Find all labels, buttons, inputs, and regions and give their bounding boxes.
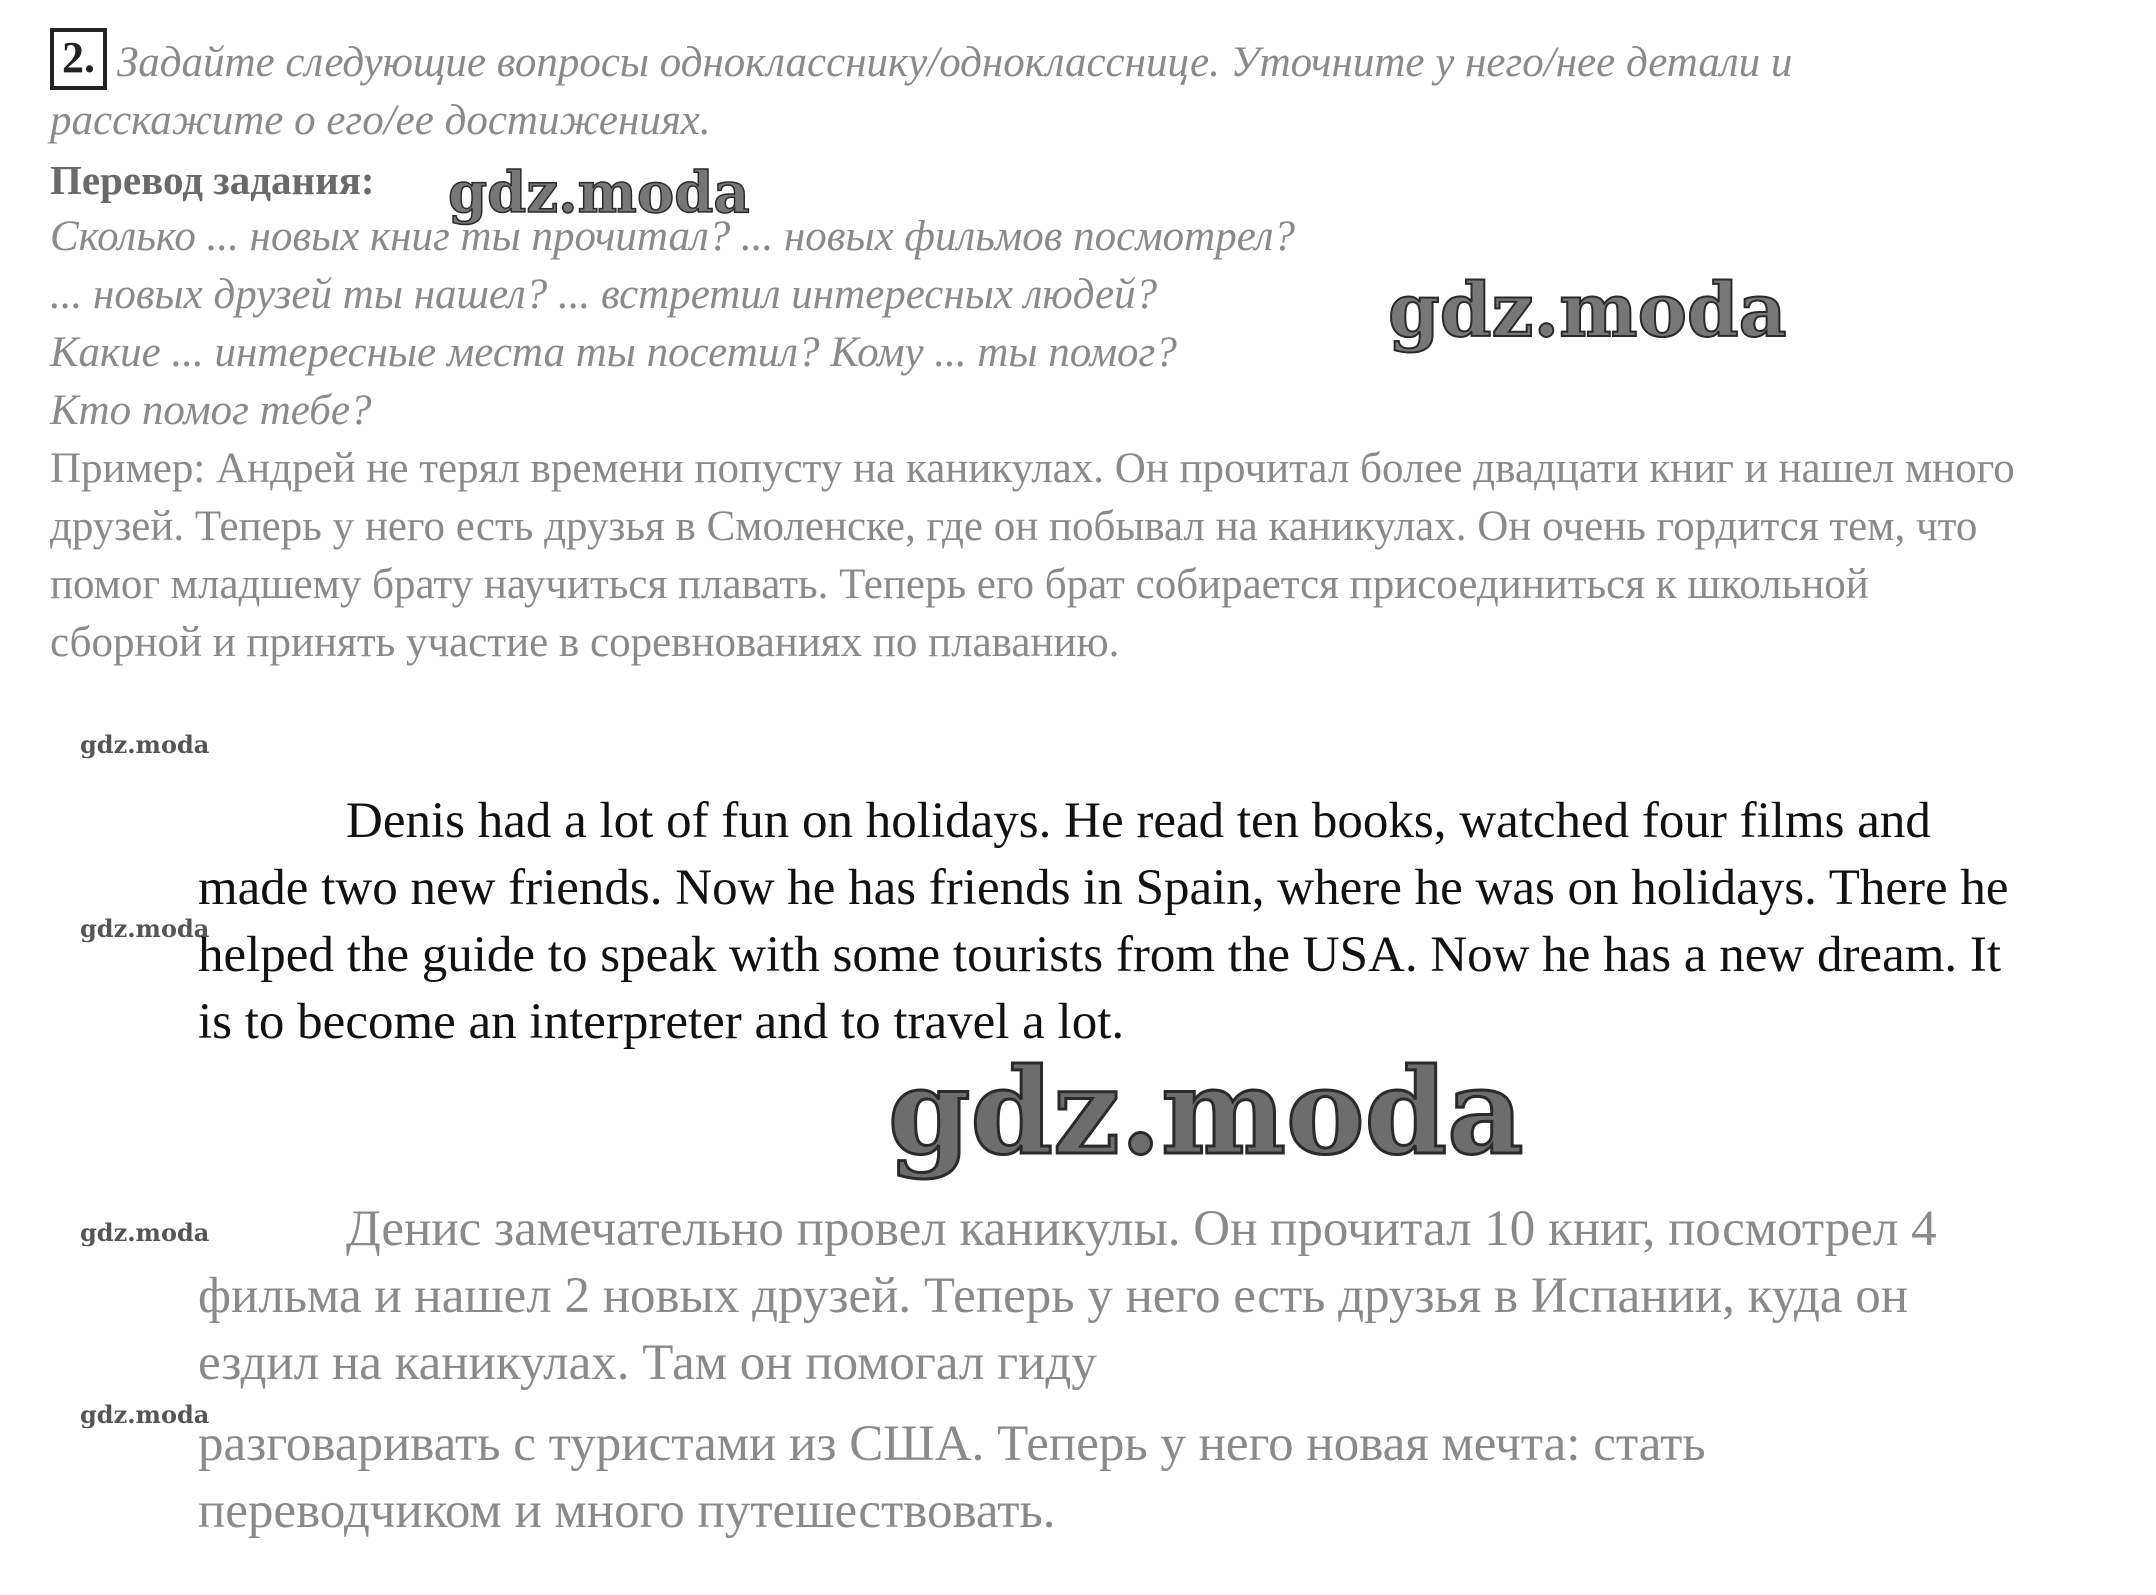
translation-questions bbox=[50, 208, 1550, 440]
watermark-logo: gdz.moda bbox=[80, 914, 210, 943]
watermark-logo: gdz.moda bbox=[80, 1218, 210, 1247]
answer-russian-part1: Денис замечательно провел каникулы. Он прочитал 10 книг, посмотрел 4 фильма и нашел 2 новых друзей. Теперь у него есть друзья в Испании, куда он ездил на каникулах. Там он помогал гиду bbox=[198, 1201, 1937, 1391]
task-instruction bbox=[50, 28, 1900, 150]
watermark-logo: gdz.moda bbox=[1388, 268, 1787, 354]
question-line: Кто помог тебе? bbox=[50, 387, 372, 434]
question-line: ... новых друзей ты нашел? ... встретил интересных людей? bbox=[50, 271, 1158, 318]
task-instruction-text: Задайте следующие вопросы однокласснику/однокласснице. Уточните у него/нее детали и расскажите о его/ее достижениях. bbox=[50, 39, 1793, 144]
watermark-logo: gdz.moda bbox=[448, 160, 750, 226]
watermark-logo: gdz.moda bbox=[80, 1400, 210, 1429]
example-paragraph: Пример: Андрей не терял времени попусту на каникулах. Он прочитал более двадцати книг и нашел много друзей. Теперь у него есть друзья в Смоленске, где он побывал на каникулах. Он очень гордится тем, что помог младшему брату научиться плавать. Теперь его брат собирается присоединиться к школьной сборной и принять участие в соревнованиях по плаванию. bbox=[50, 445, 2015, 666]
answer-russian-paragraph bbox=[198, 1196, 2018, 1545]
answer-russian-part2: разговаривать с туристами из США. Теперь у него новая мечта: стать переводчиком и много путешествовать. bbox=[198, 1416, 1706, 1539]
question-line: Какие ... интересные места ты посетил? Кому ... ты помог? bbox=[50, 329, 1177, 376]
task-number: 2. bbox=[50, 28, 107, 90]
watermark-logo: gdz.moda bbox=[80, 730, 210, 759]
answer-english-paragraph: Denis had a lot of fun on holidays. He read ten books, watched four films and made two new friends. Now he has friends in Spain, where he was on holidays. There he helped the guide to speak with some tourists from the USA. Now he has a new dream. It is to become an interpreter and to travel a lot. bbox=[198, 793, 2009, 1050]
translation-label: Перевод задания: bbox=[50, 157, 375, 203]
watermark-logo: gdz.moda bbox=[888, 1042, 1524, 1181]
question-line: Сколько ... новых книг ты прочитал? ... новых фильмов посмотрел? bbox=[50, 213, 1295, 260]
